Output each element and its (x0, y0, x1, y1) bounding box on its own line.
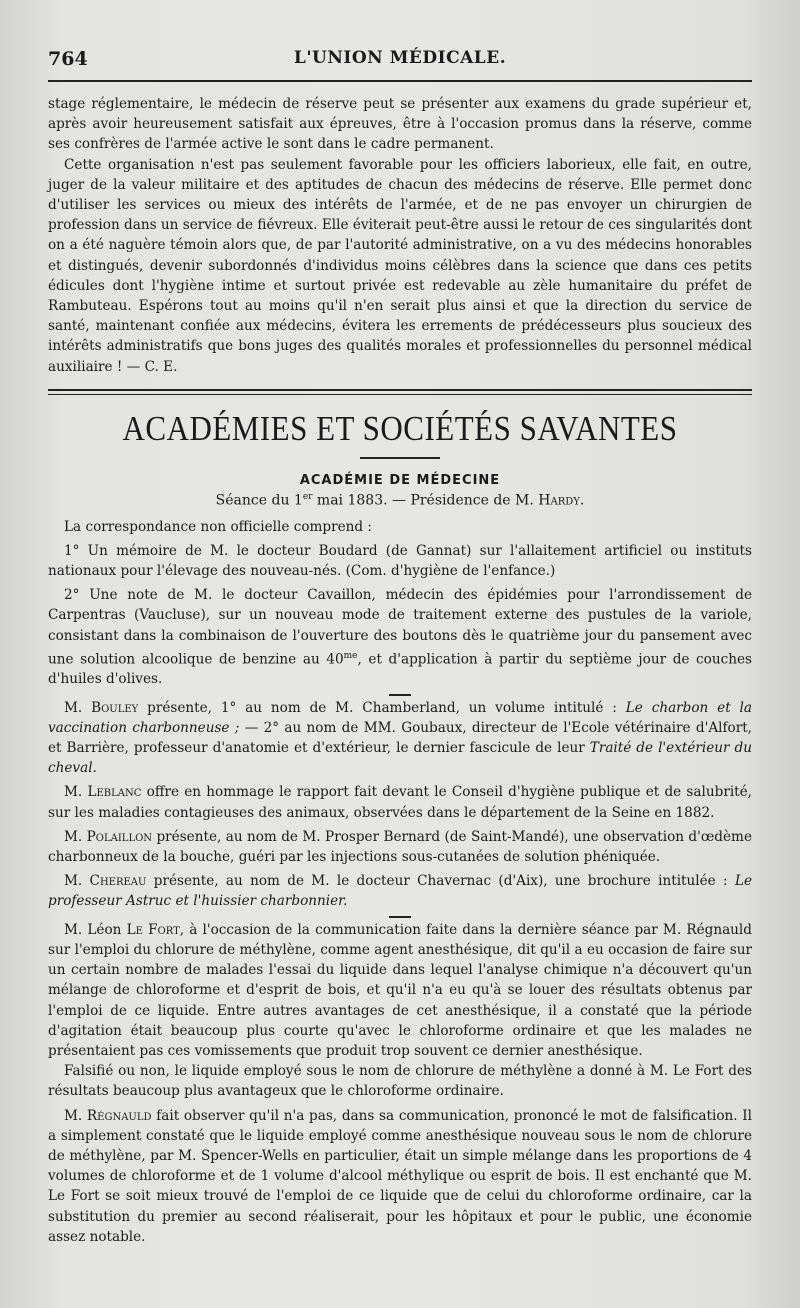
correspondence-intro: La correspondance non officielle comprend : (64, 518, 373, 535)
academy-subtitle: ACADÉMIE DE MÉDECINE (299, 472, 501, 488)
bouley-paragraph: M. Bouley présente, 1° au nom de M. Chamberland, un volume intitulé : Le charbon et la vaccination charbonneuse ; — 2° au nom de MM. Goubaux, directeur de l'Ecole vétérinaire d'Alfort, et Barrière, professeur d'anatomie et d'extérieur, le dernier fascicule de leur Traité de l'extérieur du cheval. (48, 699, 753, 777)
speaker-regnauld: M. Régnauld (64, 1107, 152, 1124)
section-title: ACADÉMIES ET SOCIÉTÉS SAVANTES (122, 408, 678, 448)
correspondence-item-1: 1° Un mémoire de M. le docteur Boudard (de Gannat) sur l'allaitement artificiel ou instituts nationaux pour l'élevage des nouveau-nés. (Com. d'hygiène de l'enfance.) (48, 542, 752, 579)
intro-paragraph-2: Cette organisation n'est pas seulement favorable pour les officiers laborieux, elle fait, en outre, juger de la valeur militaire et des aptitudes de chacun des médecins de réserve. Elle permet donc d'utiliser les services ou mieux des intérêts de l'armée, et de ne pas envoyer un chirurgien de profession dans un service de fiévreux. Elle éviterait peut-être aussi le retour de ces singularités dont on a été naguère témoin alors que, de par l'autorité administrative, on a vu des médecins honorables et distingués, devenir subordonnés d'individus moins célèbres dans la science que dans ces petits édicules dont l'hygiène intime et surtout privée est redevable au zèle humanitaire du préfet de Rambuteau. Espérons tout au moins qu'il n'en serait plus ainsi et que la direction du service de santé, maintenant confiée aux médecins, évitera les errements de prédécesseurs plus soucieux des intérêts administratifs que bons juges des qualités morales et professionnelles du personnel médical auxiliaire ! — C. E. (48, 156, 752, 375)
speaker-chereau: M. Chereau (64, 873, 147, 890)
header-rule (48, 80, 752, 82)
chereau-paragraph: M. Chereau présente, au nom de M. le docteur Chavernac (d'Aix), une brochure intitulée : Le professeur Astruc et l'huissier charbonnier. (48, 873, 752, 910)
regnauld-paragraph: M. Régnauld fait observer qu'il n'a pas, dans sa communication, prononcé le mot de falsification. Il a simplement constaté que le liquide employé comme anesthésique nouveau sous le nom de chlorure de méthylène, par M. Spencer-Wells en particulier, était un simple mélange dans les proportions de 4 volumes de chloroforme et de 1 volume d'alcool méthylique ou esprit de bois. Il est enchanté que M. Le Fort se soit mieux trouvé de l'emploi de ce liquide que de celui du chloroforme ordinaire, car la substitution du premier au second réaliserait, pour les hôpitaux et pour le public, une économie assez notable. (48, 1107, 752, 1245)
session-line: Séance du 1er mai 1883. — Présidence de M. Hardy. (215, 491, 585, 509)
correspondence-item-2: 2° Une note de M. le docteur Cavaillon, médecin des épidémies pour l'arrondissement de Carpentras (Vaucluse), sur un nouveau mode de traitement externe des pustules de la variole, consistant dans la combinaison de l'ouverture des boutons dès le quatrième jour du pansement avec une solution alcoolique de benzine au $40^{me}$, et d'application à partir du septième jour de couches d'huiles d'olives. (48, 587, 752, 688)
speaker-leblanc: M. Leblanc (64, 784, 142, 801)
intro-paragraph-1: stage réglementaire, le médecin de réserve peut se présenter aux examens du grade supérieur et, après avoir heureusement satisfait aux épreuves, être à l'occasion promus dans la réserve, comme ses confrères de l'armée active le sont dans le cadre permanent. (48, 96, 752, 153)
section-divider (48, 389, 752, 395)
lefort-paragraph: M. Léon Le Fort, à l'occasion de la communication faite dans la dernière séance par M. Régnauld sur l'emploi du chlorure de méthylène, comme agent anesthésique, dit qu'il a eu occasion de faire sur un certain nombre de malades l'essai du liquide dans lequel l'analyse chimique n'a découvert qu'un mélange de chloroforme et d'esprit de bois, et qu'il n'a eu qu'à se louer des résultats obtenus par l'emploi de ce liquide. Entre autres avantages de cet anesthésique, il a constaté que la période d'agitation était beaucoup plus courte qu'avec le chloroforme ordinaire et que les malades ne présentaient pas ces vomissements que produit trop souvent ce dernier anesthésique. (48, 921, 752, 1059)
polaillon-paragraph: M. Polaillon présente, au nom de M. Prosper Bernard (de Saint-Mandé), une observation d'œdème charbonneux de la bouche, guéri par les injections sous-cutanées de solution phéniquée. (48, 828, 752, 866)
speaker-polaillon: M. Polaillon (64, 828, 153, 845)
president-name: Hardy (538, 492, 580, 509)
separator-dash (389, 694, 411, 696)
separator-dash-2 (389, 916, 411, 918)
running-header (48, 48, 752, 72)
page-body (48, 94, 752, 1247)
speaker-bouley: M. Bouley (64, 699, 139, 716)
title-underline (360, 457, 440, 459)
journal-title: L'UNION MÉDICALE. (293, 48, 507, 68)
leblanc-paragraph: M. Leblanc offre en hommage le rapport fait devant le Conseil d'hygiène publique et de salubrité, sur les maladies contagieuses des animaux, observées dans le département de la Seine en 1882. (48, 784, 752, 821)
speaker-lefort: Le Fort (126, 921, 180, 938)
falsifie-paragraph: Falsifié ou non, le liquide employé sous le nom de chlorure de méthylène a donné à M. Le Fort des résultats beaucoup plus avantageux que le chloroforme ordinaire. (48, 1063, 752, 1100)
page-number: 764 (48, 48, 88, 70)
